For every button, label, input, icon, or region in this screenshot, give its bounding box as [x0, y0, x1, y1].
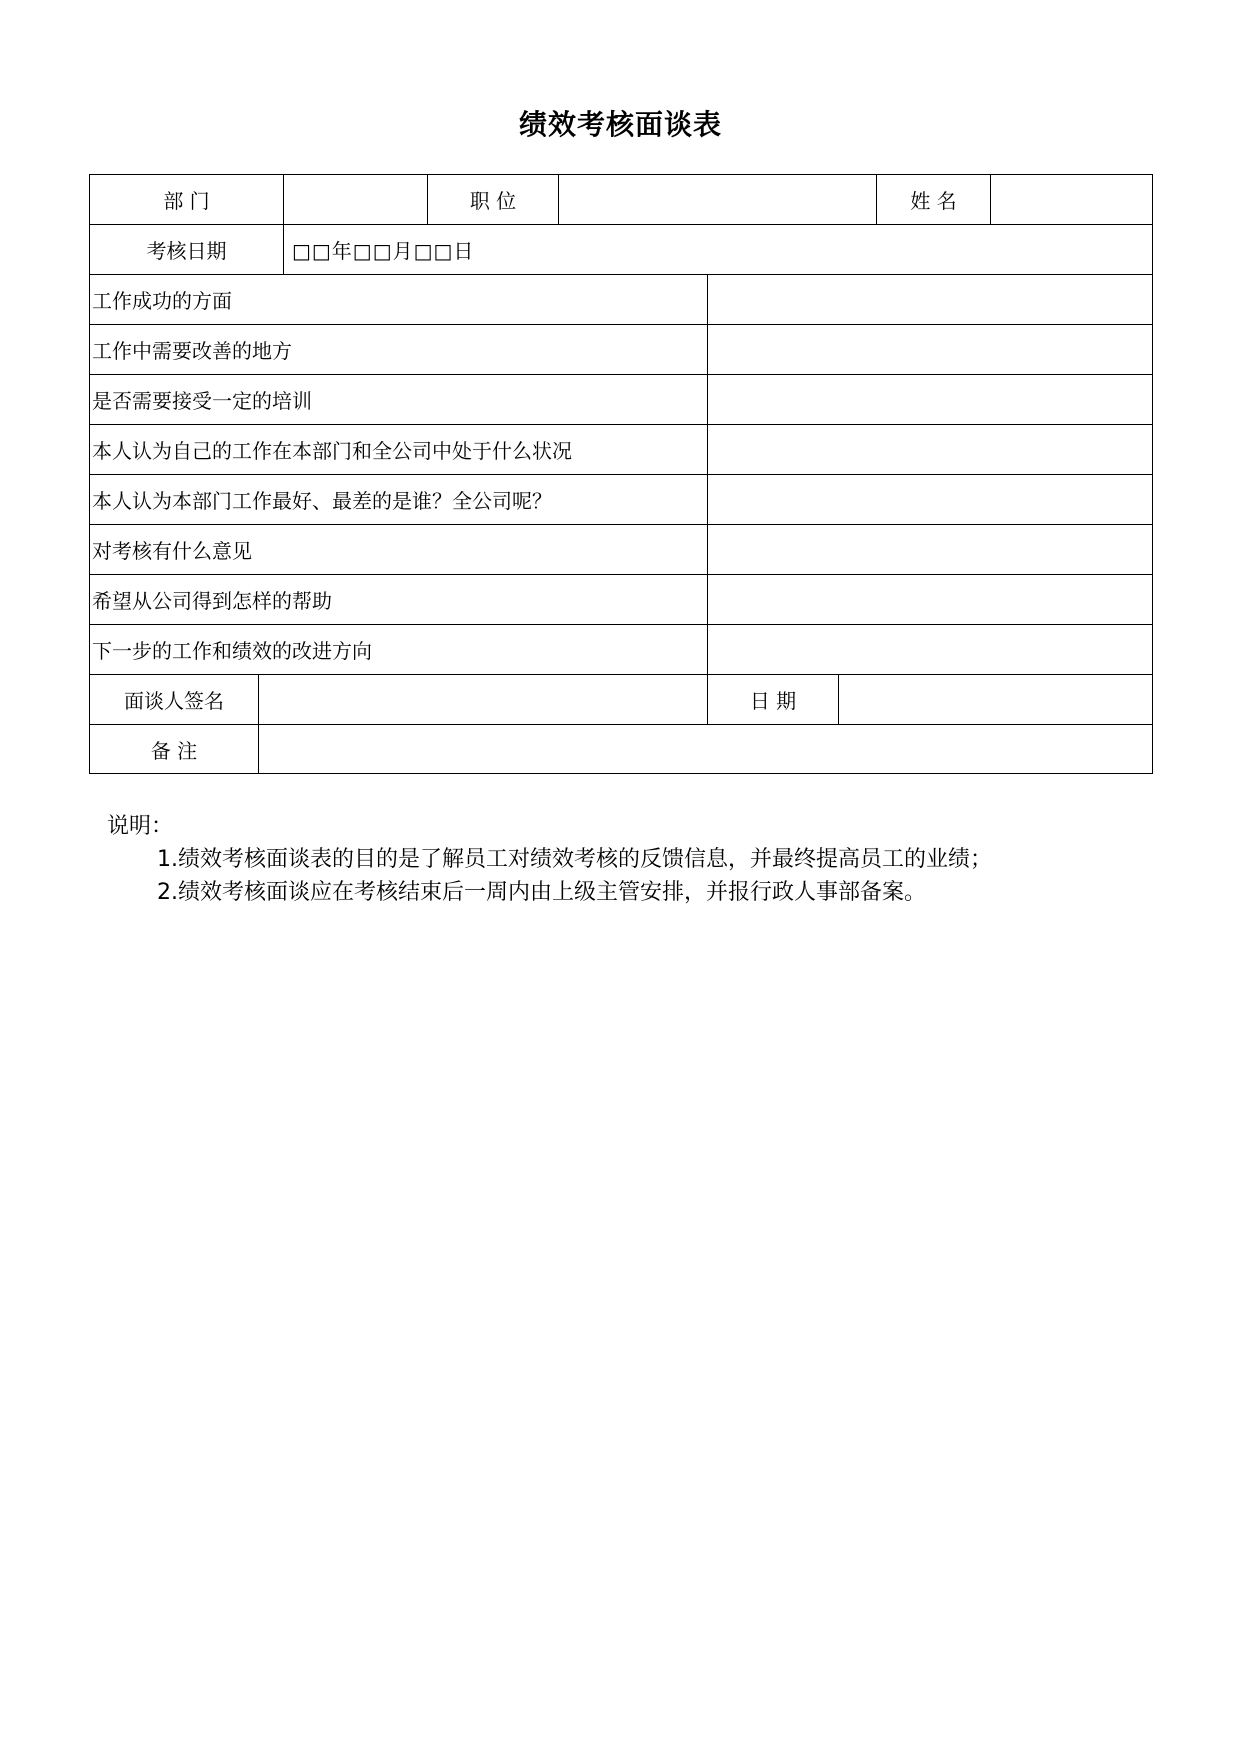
department-label: 部 门	[89, 174, 284, 225]
answer-field[interactable]	[707, 624, 1153, 675]
name-field[interactable]	[990, 174, 1153, 225]
answer-field[interactable]	[707, 374, 1153, 425]
question-label: 工作中需要改善的地方	[89, 324, 708, 375]
interviewer-signature-field[interactable]	[258, 674, 708, 725]
position-field[interactable]	[558, 174, 877, 225]
review-date-field[interactable]: □□年□□月□□日	[283, 224, 1153, 275]
question-label: 下一步的工作和绩效的改进方向	[89, 624, 708, 675]
question-label: 本人认为本部门工作最好、最差的是谁？全公司呢？	[89, 474, 708, 525]
position-label: 职 位	[427, 174, 559, 225]
answer-field[interactable]	[707, 524, 1153, 575]
remarks-field[interactable]	[258, 724, 1153, 774]
notes-heading: 说明：	[107, 814, 174, 839]
question-label: 希望从公司得到怎样的帮助	[89, 574, 708, 625]
note-item: 1.绩效考核面谈表的目的是了解员工对绩效考核的反馈信息，并最终提高员工的业绩；	[157, 847, 992, 872]
remarks-label: 备 注	[89, 724, 259, 774]
notes-section	[107, 810, 992, 909]
question-label: 对考核有什么意见	[89, 524, 708, 575]
name-label: 姓 名	[876, 174, 991, 225]
department-field[interactable]	[283, 174, 428, 225]
answer-field[interactable]	[707, 574, 1153, 625]
question-label: 本人认为自己的工作在本部门和全公司中处于什么状况	[89, 424, 708, 475]
answer-field[interactable]	[707, 424, 1153, 475]
answer-field[interactable]	[707, 474, 1153, 525]
question-label: 是否需要接受一定的培训	[89, 374, 708, 425]
answer-field[interactable]	[707, 324, 1153, 375]
answer-field[interactable]	[707, 274, 1153, 325]
interviewer-signature-label: 面谈人签名	[89, 674, 259, 725]
review-date-label: 考核日期	[89, 224, 284, 275]
signature-date-field[interactable]	[838, 674, 1153, 725]
interview-form-table	[89, 174, 1153, 778]
note-item: 2.绩效考核面谈应在考核结束后一周内由上级主管安排，并报行政人事部备案。	[157, 880, 926, 905]
signature-date-label: 日 期	[707, 674, 839, 725]
question-label: 工作成功的方面	[89, 274, 708, 325]
page-title: 绩效考核面谈表	[518, 108, 722, 141]
